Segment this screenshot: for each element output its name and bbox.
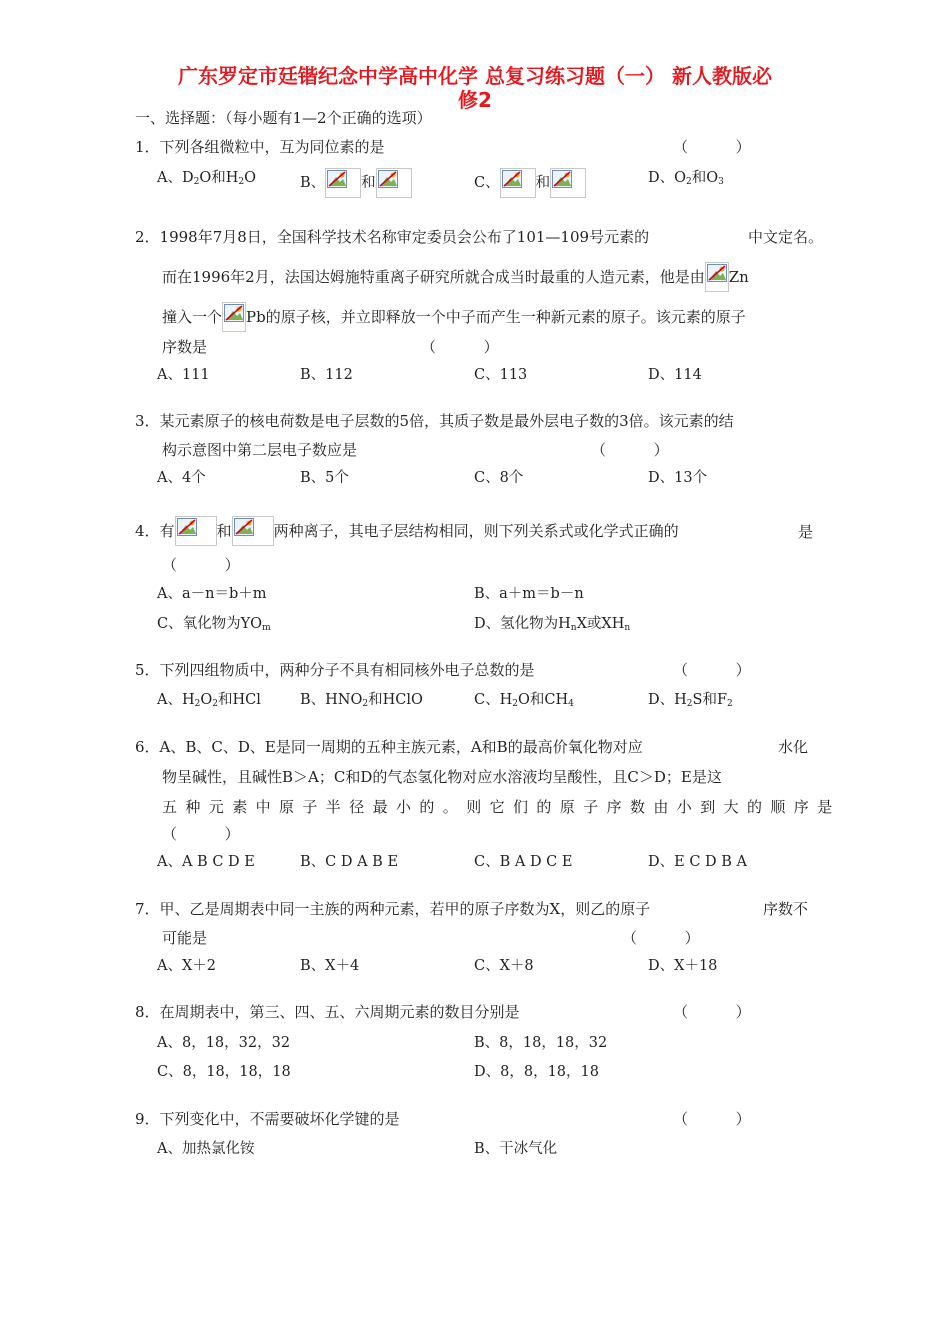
q7-option-b: B、X＋4 <box>300 958 360 974</box>
q1-option-a: A、$D_2O$和$H_2O$ <box>157 170 257 187</box>
q3-option-a: A、4个 <box>157 470 206 486</box>
ion-image-icon <box>232 516 274 546</box>
q7-option-d: D、X＋18 <box>648 958 718 974</box>
nuclide-image-icon <box>500 168 536 198</box>
q5-option-b: B、$HNO_2$和HClO <box>300 692 423 709</box>
q6-line1-end: 水化 <box>778 738 809 756</box>
q7-line1: 7．甲、乙是周期表中同一主族的两种元素，若甲的原子序数为X，则乙的原子 <box>135 900 651 918</box>
q7-option-c: C、X＋8 <box>474 958 534 974</box>
q3-answer-paren: （ ） <box>591 441 669 459</box>
q9-answer-paren: （ ） <box>673 1110 751 1128</box>
q2-line1: 2．1998年7月8日，全国科学技术名称审定委员会公布了101—109号元素的 <box>135 228 650 246</box>
q6-answer-paren: （ ） <box>162 825 240 843</box>
q2-line3: 撞入一个 Pb的原子核，并立即释放一个中子而产生一种新元素的原子。该元素的原子 <box>162 302 746 332</box>
q2-option-c: C、113 <box>474 367 528 383</box>
q7-option-a: A、X＋2 <box>157 958 217 974</box>
q6-option-c: C、B A D C E <box>474 854 573 870</box>
q2-option-a: A、111 <box>157 367 210 383</box>
q8-option-a: A、8，18，32，32 <box>157 1035 291 1051</box>
q1-stem: 1．下列各组微粒中，互为同位素的是 <box>135 138 385 156</box>
q4-line1: 4．有 和 两种离子，其电子层结构相同，则下列关系式或化学式正确的 <box>135 516 679 546</box>
q2-line1-end: 中文定名。 <box>748 228 824 246</box>
q3-option-d: D、13个 <box>648 470 708 486</box>
q8-stem: 8．在周期表中，第三、四、五、六周期元素的数目分别是 <box>135 1003 520 1021</box>
q5-option-a: A、$H_2O_2$和HCl <box>157 692 261 709</box>
q8-option-c: C、8，18，18，18 <box>157 1064 291 1080</box>
q2-option-d: D、114 <box>648 367 702 383</box>
q4-option-a: A、a－n＝b＋m <box>157 586 267 602</box>
q4-option-b: B、a＋m＝b－n <box>474 586 584 602</box>
q1-answer-paren: （ ） <box>673 138 751 156</box>
nuclide-image-icon <box>222 302 246 332</box>
q2-option-b: B、112 <box>300 367 353 383</box>
q5-answer-paren: （ ） <box>673 661 751 679</box>
nuclide-image-icon <box>325 168 361 198</box>
document-title-line1: 广东罗定市廷锴纪念中学高中化学 总复习练习题（一） 新人教版必 <box>178 64 772 88</box>
q6-line2: 物呈碱性，且碱性B＞A；C和D的气态氢化物对应水溶液均呈酸性，且C＞D；E是这 <box>162 768 722 786</box>
nuclide-image-icon <box>376 168 412 198</box>
nuclide-image-icon <box>550 168 586 198</box>
q5-stem: 5．下列四组物质中，两种分子不具有相同核外电子总数的是 <box>135 661 535 679</box>
document-title-line2: 修2 <box>458 88 492 112</box>
q8-option-b: B、8，18，18，32 <box>474 1035 608 1051</box>
q4-answer-paren: （ ） <box>162 556 240 574</box>
q9-option-b: B、干冰气化 <box>474 1141 558 1157</box>
q6-line1: 6．A、B、C、D、E是同一周期的五种主族元素，A和B的最高价氧化物对应 <box>135 738 643 756</box>
nuclide-image-icon <box>705 262 729 292</box>
q3-option-b: B、5个 <box>300 470 349 486</box>
q8-option-d: D、8，8，18，18 <box>474 1064 599 1080</box>
q6-option-b: B、C D A B E <box>300 854 399 870</box>
q6-option-d: D、E C D B A <box>648 854 747 870</box>
q2-line4: 序数是 <box>162 338 208 356</box>
q1-option-c: C、 和 <box>474 168 586 198</box>
q2-line2: 而在1996年2月，法国达姆施特重离子研究所就合成当时最重的人造元素，他是由 Zn <box>162 262 749 292</box>
ion-image-icon <box>175 516 217 546</box>
q4-option-c: C、氧化物为$YO_m$ <box>157 616 271 633</box>
q3-line1: 3．某元素原子的核电荷数是电子层数的5倍，其质子数是最外层电子数的3倍。该元素的结 <box>135 412 734 430</box>
q2-answer-paren: （ ） <box>421 338 499 356</box>
q6-line3: 五种元素中原子半径最小的。则它们的原子序数由小到大的顺序是 <box>162 798 841 816</box>
q5-option-d: D、$H_2S$和$F_2$ <box>648 692 733 709</box>
q7-line1-end: 序数不 <box>763 900 809 918</box>
q9-stem: 9．下列变化中，不需要破坏化学键的是 <box>135 1110 400 1128</box>
q3-line2: 构示意图中第二层电子数应是 <box>162 441 358 459</box>
q7-answer-paren: （ ） <box>622 929 700 947</box>
q9-option-a: A、加热氯化铵 <box>157 1141 255 1157</box>
q1-option-b: B、 和 <box>300 168 412 198</box>
q8-answer-paren: （ ） <box>673 1003 751 1021</box>
q1-option-d: D、$O_2$和$O_3$ <box>648 170 724 187</box>
q4-option-d: D、氢化物为$H_nX$或$XH_n$ <box>474 616 631 633</box>
q7-line2: 可能是 <box>162 929 208 947</box>
q6-option-a: A、A B C D E <box>157 854 255 870</box>
q4-line1-end: 是 <box>798 523 814 541</box>
q5-option-c: C、$H_2O$和$CH_4$ <box>474 692 574 709</box>
section-heading: 一、选择题：（每小题有1—2个正确的选项） <box>135 109 432 127</box>
q3-option-c: C、8个 <box>474 470 524 486</box>
